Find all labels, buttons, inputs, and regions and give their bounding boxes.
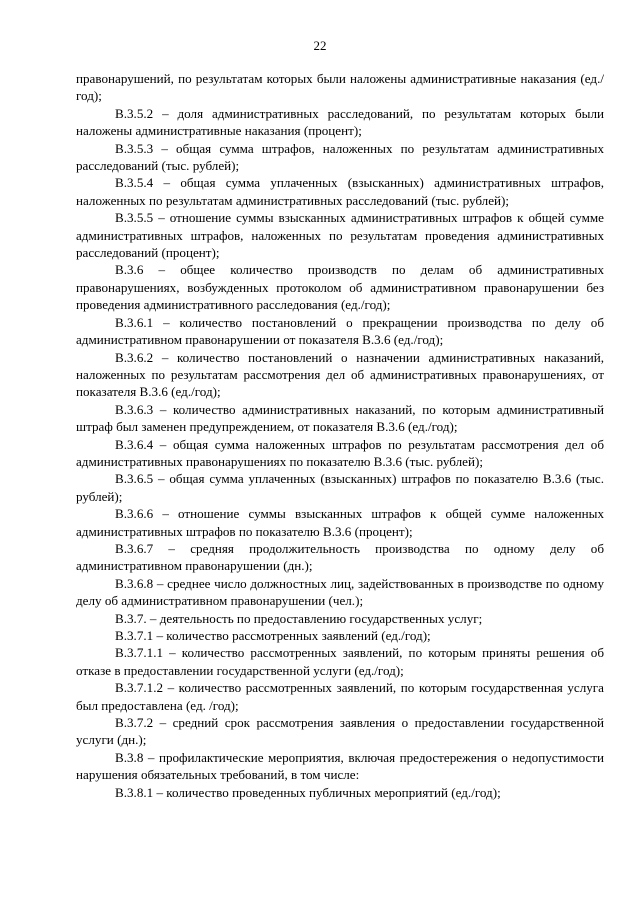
paragraph-continuation: правонарушений, по результатам которых были наложены административные наказания (ед./год); [76, 71, 604, 104]
page-number: 22 [313, 38, 327, 53]
paragraph-b-3-6-2: В.3.6.2 – количество постановлений о назначении административных наказаний, наложенных по результатам рассмотрения дел об административных правонарушениях, от показателя В.3.6 (ед./год); [76, 349, 604, 400]
document-body [76, 70, 604, 801]
paragraph-b-3-7: В.3.7. – деятельность по предоставлению государственных услуг; [115, 610, 483, 626]
paragraph-b-3-6: В.3.6 – общее количество производств по делам об административных правонарушениях, возбужденных протоколом об административном правонарушении без проведения административного расследования (ед./год); [76, 262, 604, 313]
paragraph-b-3-6-6: В.3.6.6 – отношение суммы взысканных штрафов к общей сумме наложенных административных штрафов по показателю В.3.6 (процент); [76, 506, 604, 539]
paragraph-b-3-5-5: В.3.5.5 – отношение суммы взысканных административных штрафов к общей сумме административных штрафов, наложенных по результатам проведения административных расследований (процент); [76, 210, 604, 261]
paragraph-b-3-7-1-1: В.3.7.1.1 – количество рассмотренных заявлений, по которым приняты решения об отказе в предоставлении государственной услуги (ед./год); [76, 645, 604, 678]
paragraph-b-3-6-8: В.3.6.8 – среднее число должностных лиц, задействованных в производстве по одному делу об административном правонарушении (чел.); [76, 575, 604, 609]
paragraph-b-3-8-1: В.3.8.1 – количество проведенных публичных мероприятий (ед./год); [115, 784, 501, 800]
paragraph-b-3-6-1: В.3.6.1 – количество постановлений о прекращении производства по делу об административном правонарушении от показателя В.3.6 (ед./год); [76, 314, 604, 348]
paragraph-b-3-5-4: В.3.5.4 – общая сумма уплаченных (взысканных) административных штрафов, наложенных по результатам административных расследований (тыс. рублей); [76, 175, 604, 208]
paragraph-b-3-7-1-2: В.3.7.1.2 – количество рассмотренных заявлений, по которым государственная услуга был предоставлена (ед. /год); [76, 680, 604, 713]
paragraph-b-3-7-1: В.3.7.1 – количество рассмотренных заявлений (ед./год); [115, 628, 431, 643]
paragraph-b-3-7-2: В.3.7.2 – средний срок рассмотрения заявления о предоставлении государственной услуги (дн.); [76, 715, 604, 748]
paragraph-b-3-6-3: В.3.6.3 – количество административных наказаний, по которым административный штраф был заменен предупреждением, от показателя В.3.6 (ед./год); [76, 401, 604, 435]
paragraph-b-3-6-4: В.3.6.4 – общая сумма наложенных штрафов по результатам рассмотрения дел об административных правонарушениях по показателю В.3.6 (тыс. рублей); [76, 436, 604, 469]
paragraph-b-3-6-5: В.3.6.5 – общая сумма уплаченных (взысканных) штрафов по показателю В.3.6 (тыс. рублей); [76, 471, 604, 504]
paragraph-b-3-8: В.3.8 – профилактические мероприятия, включая предостережения о недопустимости нарушения обязательных требований, в том числе: [76, 749, 604, 783]
paragraph-b-3-5-3: В.3.5.3 – общая сумма штрафов, наложенных по результатам административных расследований (тыс. рублей); [76, 140, 604, 174]
paragraph-b-3-6-7: В.3.6.7 – средняя продолжительность производства по одному делу об административном правонарушении (дн.); [76, 540, 604, 574]
paragraph-b-3-5-2: В.3.5.2 – доля административных расследований, по результатам которых были наложены административные наказания (процент); [76, 105, 604, 139]
